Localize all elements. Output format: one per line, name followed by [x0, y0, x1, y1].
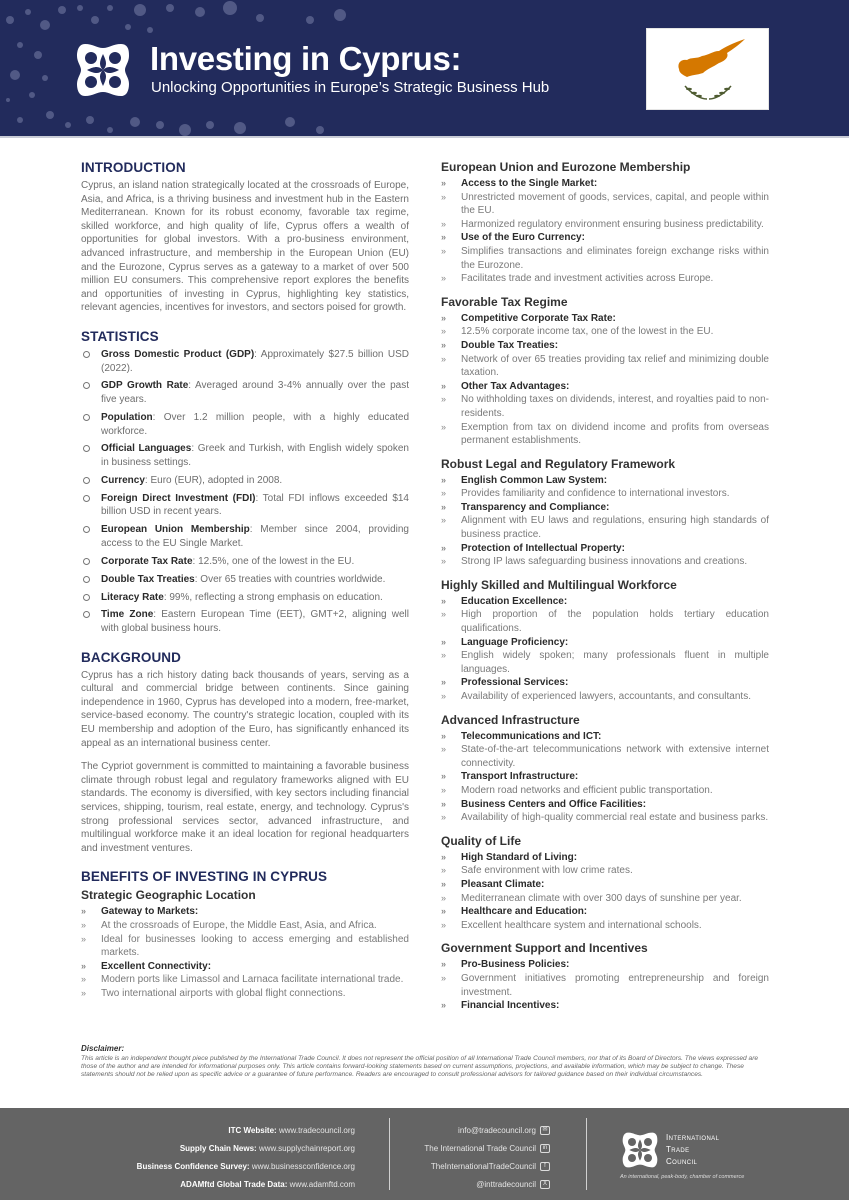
- circle-bullet-icon: [83, 414, 90, 421]
- double-chevron-bullet-icon: »: [81, 906, 87, 917]
- benefit-group-strategic-location: [81, 888, 409, 1000]
- itc-logo-icon: [620, 1130, 660, 1170]
- benefit-list: [441, 958, 769, 1012]
- list-item: » Gateway to Markets:: [81, 906, 199, 918]
- circle-bullet-icon: [83, 351, 90, 358]
- double-chevron-bullet-icon: »: [441, 232, 447, 243]
- footer-social: [400, 1122, 550, 1194]
- email-icon: ✉: [540, 1126, 550, 1135]
- page-title: Investing in Cyprus:: [150, 40, 462, 77]
- double-chevron-bullet-icon: »: [441, 691, 447, 701]
- list-item: » Protection of Intellectual Property:: [441, 542, 625, 554]
- footer-x-link[interactable]: @inttradecouncil X: [400, 1176, 550, 1194]
- cyprus-flag-icon: [646, 28, 769, 110]
- background-section: [81, 650, 409, 856]
- double-chevron-bullet-icon: »: [441, 474, 447, 485]
- circle-bullet-icon: [83, 611, 90, 618]
- double-chevron-bullet-icon: »: [441, 851, 447, 862]
- benefit-group-title: Advanced Infrastructure: [441, 712, 580, 727]
- stat-item: Gross Domestic Product (GDP): Approximately $27.5 billion USD (2022).: [81, 348, 409, 375]
- benefit-group-title: Highly Skilled and Multilingual Workforce: [441, 577, 677, 592]
- statistics-list: [81, 348, 409, 636]
- list-item: » High proportion of the population holds tertiary education qualifications.: [441, 609, 769, 635]
- list-item: » Alignment with EU laws and regulations, ensuring high standards of business practice.: [441, 515, 769, 541]
- double-chevron-bullet-icon: »: [441, 488, 447, 499]
- double-chevron-bullet-icon: »: [441, 218, 447, 229]
- list-item: » Exemption from tax on dividend income and profits from overseas permanent establishments.: [441, 421, 769, 447]
- double-chevron-bullet-icon: »: [81, 987, 87, 998]
- double-chevron-bullet-icon: »: [441, 421, 447, 432]
- list-item: » Access to the Single Market:: [441, 178, 598, 189]
- double-chevron-bullet-icon: »: [441, 906, 447, 917]
- circle-bullet-icon: [83, 382, 90, 389]
- double-chevron-bullet-icon: »: [441, 501, 447, 512]
- list-item: » Two international airports with global flight connections.: [81, 987, 346, 999]
- list-item: » Modern road networks and efficient public transportation.: [441, 784, 713, 796]
- disclaimer-text: This article is an independent thought piece published by the International Trade Council. It does not represent the official position of all International Trade Council members, nor that of its Board of Directors. The views expressed are those of the author and are intended for informational purposes only. This article contains forward-looking statements based on current assumptions, projections, and available information, which may be subject to change. These statements should not be relied upon as specific advice or a guarantee of future performance. Readers are encouraged to consult professional advisors for tailored guidance based on their individual circumstances.: [81, 1055, 759, 1079]
- benefit-list: [441, 312, 769, 448]
- stat-item: Currency: Euro (EUR), adopted in 2008.: [81, 474, 409, 488]
- introduction-text: Cyprus, an island nation strategically located at the crossroads of Europe, Asia, and Africa, is a thriving business and investment hub in the Eastern Mediterranean. Known for its robust economy, favorable tax regime, skilled workforce, and high quality of life, Cyprus offers a wealth of opportunities for global investors. With a pro-business environment, advanced infrastructure, and membership in the European Union (EU) and the Eurozone, Cyprus serves as a gateway to a market of over 500 million EU consumers. This comprehensive report explores the benefits and opportunities of investing in Cyprus, highlighting key statistics, relevant agencies, incentives for investors, and sectors poised for growth.: [81, 180, 409, 314]
- benefit-list: [441, 730, 769, 825]
- double-chevron-bullet-icon: »: [441, 650, 447, 661]
- double-chevron-bullet-icon: »: [441, 892, 447, 903]
- footer-link-adamftd[interactable]: ADAMftd Global Trade Data: www.adamftd.com: [180, 1180, 355, 1189]
- x-icon: X: [540, 1180, 550, 1189]
- stat-item: Corporate Tax Rate: 12.5%, one of the lowest in the EU.: [81, 555, 409, 569]
- facebook-icon: f: [540, 1162, 550, 1171]
- double-chevron-bullet-icon: »: [441, 556, 447, 567]
- list-item: » Ideal for businesses looking to access emerging and established markets.: [81, 933, 409, 959]
- list-item: » Mediterranean climate with over 300 days of sunshine per year.: [441, 892, 742, 904]
- list-item: » Financial Incentives:: [441, 1000, 560, 1012]
- double-chevron-bullet-icon: »: [441, 677, 447, 688]
- header-divider: [0, 136, 849, 138]
- list-item: » Transparency and Compliance:: [441, 501, 610, 513]
- introduction-heading: INTRODUCTION: [81, 160, 186, 175]
- linkedin-icon: in: [540, 1144, 550, 1153]
- double-chevron-bullet-icon: »: [441, 380, 447, 391]
- list-item: » Education Excellence:: [441, 595, 568, 607]
- benefit-group-title: European Union and Eurozone Membership: [441, 160, 691, 174]
- list-item: » Government initiatives promoting entrepreneurship and foreign investment.: [441, 972, 769, 998]
- benefit-list: [441, 851, 769, 933]
- stat-item: Population: Over 1.2 million people, with a highly educated workforce.: [81, 411, 409, 438]
- list-item: » State-of-the-art telecommunications network with extensive internet connectivity.: [441, 744, 769, 769]
- benefit-group-title: Quality of Life: [441, 833, 522, 848]
- stat-item: Time Zone: Eastern European Time (EET), GMT+2, aligning well with global business hours.: [81, 608, 409, 635]
- footer-linkedin-link[interactable]: The International Trade Council in: [400, 1140, 550, 1158]
- stat-item: Double Tax Treaties: Over 65 treaties with countries worldwide.: [81, 573, 409, 587]
- list-item: » At the crossroads of Europe, the Middle East, Asia, and Africa.: [81, 919, 377, 931]
- double-chevron-bullet-icon: »: [441, 972, 447, 983]
- double-chevron-bullet-icon: »: [441, 784, 447, 795]
- footer-email-link[interactable]: info@tradecouncil.org ✉: [400, 1122, 550, 1140]
- footer-divider: [586, 1118, 587, 1190]
- benefit-list: [441, 177, 769, 286]
- list-item: » Strong IP laws safeguarding business innovations and creations.: [441, 556, 748, 568]
- double-chevron-bullet-icon: »: [441, 730, 447, 741]
- list-item: » Simplifies transactions and eliminates foreign exchange risks within the Eurozone.: [441, 245, 769, 271]
- list-item: » English Common Law System:: [441, 474, 608, 486]
- footer-links: [137, 1122, 355, 1194]
- stat-item: Foreign Direct Investment (FDI): Total FDI inflows exceeded $14 billion USD in recent years.: [81, 492, 409, 519]
- double-chevron-bullet-icon: »: [441, 515, 447, 526]
- list-item: » Network of over 65 treaties providing tax relief and minimizing double taxation.: [441, 353, 769, 379]
- list-item: » Business Centers and Office Facilities:: [441, 798, 647, 810]
- double-chevron-bullet-icon: »: [441, 771, 447, 782]
- list-item: » Double Tax Treaties:: [441, 339, 559, 351]
- list-item: » English widely spoken; many professionals fluent in multiple languages.: [441, 650, 769, 675]
- footer-org-name: International Trade Council: [666, 1133, 720, 1166]
- benefit-group-title: Government Support and Incentives: [441, 941, 648, 956]
- list-item: » Pro-Business Policies:: [441, 959, 570, 971]
- benefits-heading: BENEFITS OF INVESTING IN CYPRUS: [81, 869, 328, 885]
- benefit-group-infrastructure: [441, 713, 769, 825]
- circle-bullet-icon: [83, 594, 90, 601]
- benefit-group-title: Favorable Tax Regime: [441, 294, 568, 309]
- footer-link-supply-chain[interactable]: Supply Chain News: www.supplychainreport.org: [179, 1144, 355, 1153]
- circle-bullet-icon: [83, 477, 90, 484]
- list-item: » Professional Services:: [441, 677, 569, 689]
- list-item: » Modern ports like Limassol and Larnaca facilitate international trade.: [81, 974, 404, 986]
- circle-bullet-icon: [83, 526, 90, 533]
- list-item: » Facilitates trade and investment activities across Europe.: [441, 273, 714, 285]
- double-chevron-bullet-icon: »: [441, 798, 447, 809]
- left-column: [81, 160, 409, 1009]
- page-subtitle: Unlocking Opportunities in Europe’s Strategic Business Hub: [151, 79, 550, 96]
- footer-tagline: An international, peak-body, chamber of commerce: [620, 1174, 745, 1180]
- benefit-group-eu-membership: [441, 160, 769, 286]
- stat-item: GDP Growth Rate: Averaged around 3-4% annually over the past five years.: [81, 379, 409, 406]
- list-item: » 12.5% corporate income tax, one of the lowest in the EU.: [441, 326, 714, 338]
- double-chevron-bullet-icon: »: [441, 1000, 447, 1011]
- benefit-group-legal-framework: [441, 457, 769, 569]
- list-item: » Competitive Corporate Tax Rate:: [441, 312, 616, 324]
- stat-item: Official Languages: Greek and Turkish, with English widely spoken in business settings.: [81, 442, 409, 469]
- list-item: » Availability of high-quality commercial real estate and business parks.: [441, 812, 769, 824]
- benefit-list: [81, 905, 409, 1000]
- disclaimer-title: Disclaimer:: [81, 1044, 125, 1053]
- benefit-group-tax-regime: [441, 295, 769, 448]
- list-item: » Harmonized regulatory environment ensuring business predictability.: [441, 218, 764, 230]
- double-chevron-bullet-icon: »: [441, 636, 447, 647]
- double-chevron-bullet-icon: »: [81, 960, 87, 971]
- list-item: » Telecommunications and ICT:: [441, 730, 602, 742]
- circle-bullet-icon: [83, 558, 90, 565]
- list-item: » Safe environment with low crime rates.: [441, 865, 633, 877]
- benefit-group-workforce: [441, 578, 769, 704]
- double-chevron-bullet-icon: »: [441, 595, 447, 606]
- statistics-section: [81, 329, 409, 636]
- double-chevron-bullet-icon: »: [441, 178, 447, 188]
- list-item: » Other Tax Advantages:: [441, 380, 570, 392]
- circle-bullet-icon: [83, 495, 90, 502]
- list-item: » Provides familiarity and confidence to international investors.: [441, 488, 730, 500]
- double-chevron-bullet-icon: »: [441, 878, 447, 889]
- benefit-group-title: Strategic Geographic Location: [81, 888, 256, 903]
- double-chevron-bullet-icon: »: [441, 394, 447, 405]
- double-chevron-bullet-icon: »: [441, 959, 447, 970]
- footer-link-itc-website[interactable]: ITC Website: www.tradecouncil.org: [228, 1126, 355, 1135]
- background-paragraph: The Cypriot government is committed to maintaining a favorable business climate through robust legal and regulatory frameworks aligned with EU standards. The economy is diversified, with key sectors including financial services, shipping, tourism, real estate, energy, and technology. Cyprus's strong professional services sector, advanced infrastructure, and multilingual workforce make it an ideal location for regional headquarters and investment ventures.: [81, 761, 409, 854]
- double-chevron-bullet-icon: »: [441, 339, 447, 350]
- page-footer: [0, 1108, 849, 1200]
- list-item: » Language Proficiency:: [441, 636, 569, 648]
- list-item: » Excellent Connectivity:: [81, 960, 212, 972]
- list-item: » No withholding taxes on dividends, interest, and royalties paid to non-residents.: [441, 394, 769, 419]
- circle-bullet-icon: [83, 576, 90, 583]
- list-item: » Transport Infrastructure:: [441, 771, 579, 783]
- double-chevron-bullet-icon: »: [441, 744, 447, 755]
- right-column: [441, 160, 769, 1022]
- stat-item: European Union Membership: Member since 2004, providing access to the EU Single Market.: [81, 523, 409, 550]
- list-item: » Excellent healthcare system and international schools.: [441, 919, 702, 931]
- benefit-group-government-support: [441, 941, 769, 1012]
- double-chevron-bullet-icon: »: [81, 919, 87, 930]
- double-chevron-bullet-icon: »: [441, 312, 447, 323]
- page-header: [0, 0, 849, 138]
- double-chevron-bullet-icon: »: [441, 245, 447, 256]
- benefit-group-title: Robust Legal and Regulatory Framework: [441, 456, 676, 471]
- list-item: » Healthcare and Education:: [441, 906, 588, 918]
- list-item: » Use of the Euro Currency:: [441, 232, 585, 244]
- benefits-section: [81, 869, 409, 1000]
- benefit-group-quality-of-life: [441, 834, 769, 933]
- list-item: » High Standard of Living:: [441, 851, 578, 863]
- list-item: » Availability of experienced lawyers, accountants, and consultants.: [441, 691, 751, 702]
- double-chevron-bullet-icon: »: [441, 273, 447, 284]
- double-chevron-bullet-icon: »: [441, 812, 447, 823]
- double-chevron-bullet-icon: »: [441, 353, 447, 364]
- itc-logo-icon: [73, 40, 133, 100]
- list-item: » Unrestricted movement of goods, services, capital, and people within the EU.: [441, 191, 769, 217]
- benefit-list: [441, 474, 769, 569]
- footer-link-business-confidence[interactable]: Business Confidence Survey: www.businessconfidence.org: [136, 1162, 355, 1171]
- introduction-section: [81, 160, 409, 315]
- double-chevron-bullet-icon: »: [441, 609, 447, 620]
- double-chevron-bullet-icon: »: [441, 326, 447, 337]
- circle-bullet-icon: [83, 445, 90, 452]
- disclaimer: [81, 1044, 771, 1080]
- double-chevron-bullet-icon: »: [81, 974, 87, 985]
- double-chevron-bullet-icon: »: [441, 191, 447, 202]
- background-paragraph: Cyprus has a rich history dating back thousands of years, serving as a cultural and commercial bridge between continents. Since gaining independence in 1960, Cyprus has developed into a modern, free-market, service-based economy. The country's strategic location, coupled with its EU membership and adoption of the Euro, has significantly enhanced its appeal as an international business center.: [81, 669, 409, 749]
- benefit-list: [441, 595, 769, 704]
- double-chevron-bullet-icon: »: [81, 933, 87, 944]
- background-heading: BACKGROUND: [81, 649, 181, 665]
- footer-facebook-link[interactable]: TheInternationalTradeCouncil f: [400, 1158, 550, 1176]
- list-item: » Pleasant Climate:: [441, 878, 545, 890]
- statistics-heading: STATISTICS: [81, 328, 159, 344]
- double-chevron-bullet-icon: »: [441, 865, 447, 876]
- footer-divider: [389, 1118, 390, 1190]
- double-chevron-bullet-icon: »: [441, 542, 447, 553]
- stat-item: Literacy Rate: 99%, reflecting a strong emphasis on education.: [81, 591, 409, 605]
- double-chevron-bullet-icon: »: [441, 919, 447, 930]
